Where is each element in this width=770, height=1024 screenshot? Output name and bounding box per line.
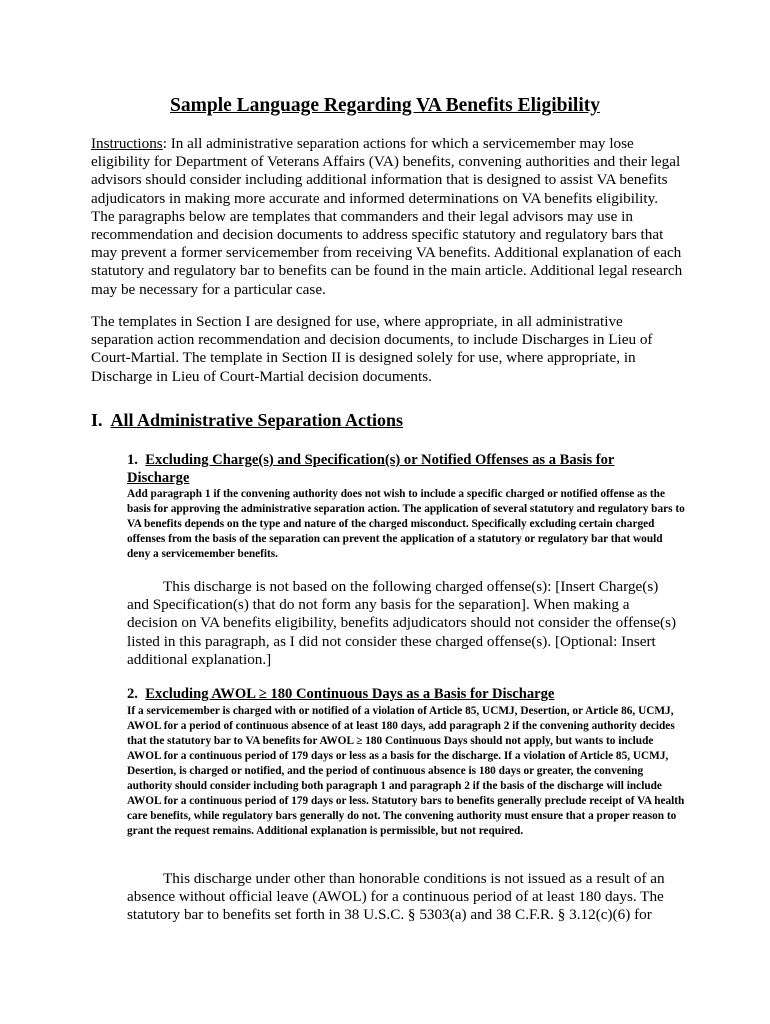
section-1-heading <box>91 409 403 431</box>
item-1-instruction-note: Add paragraph 1 if the convening authority does not wish to include a specific charged or notified offense as the basis for approving the administrative separation action. The application of several statutory and regulatory bars to VA benefits depends on the type and nature of the charged misconduct. Specifically excluding certain charged offenses from the basis of the separation can prevent the application of a statutory or regulatory bar that would deny a servicemember benefits. <box>127 488 685 560</box>
templates-paragraph: The templates in Section I are designed for use, where appropriate, in all administrative separation action recommendation and decision documents, to include Discharges in Lieu of Court-Martial. The template in Section II is designed solely for use, where appropriate, in Discharge in Lieu of Court-Martial decision documents. <box>91 313 653 385</box>
item-2-number: 2. <box>127 686 138 702</box>
section-1-title: All Administrative Separation Actions <box>110 410 404 430</box>
instructions-label: Instructions <box>91 135 163 152</box>
item-2-instruction-note: If a servicemember is charged with or notified of a violation of Article 85, UCMJ, Desertion, or Article 86, UCMJ, AWOL for a period of continuous absence of at least 180 days, add paragraph 2 if the convening authority decides that the statutory bar to VA benefits for AWOL ≥ 180 Continuous Days should not apply, but wants to include AWOL for a continuous period of 179 days or less as a basis for the discharge. If a violation of Article 85, UCMJ, Desertion, is charged or notified, and the period of continuous absence is 180 days or greater, the convening authority should consider including both paragraph 1 and paragraph 2 if the basis of the discharge will include AWOL for a continuous period of 179 days or less. Statutory bars to benefits generally preclude receipt of VA health care benefits, while regulatory bars generally do not. The convening authority must ensure that a proper reason to grant the request remains. Additional explanation is permissible, but not required. <box>127 705 685 837</box>
item-2-heading <box>127 685 657 703</box>
item-2-template-text: This discharge under other than honorable conditions is not issued as a result of an absence without official leave (AWOL) for a continuous period of at least 180 days. The statutory bar to benefits set forth in 38 U.S.C. § 5303(a) and 38 C.F.R. § 3.12(c)(6) for <box>127 870 665 924</box>
item-1-number: 1. <box>127 452 138 468</box>
item-1-heading <box>127 451 657 487</box>
item-1-template-text: This discharge is not based on the following charged offense(s): [Insert Charge(s) and Specification(s) that do not form any basis for the separation]. When making a decision on VA benefits eligibility, benefits adjudicators should not consider the offense(s) listed in this paragraph, as I did not consider these charged offense(s). [Optional: Insert additional explanation.] <box>127 578 677 668</box>
document-title: Sample Language Regarding VA Benefits Eligibility <box>170 95 600 116</box>
item-2-title: Excluding AWOL ≥ 180 Continuous Days as a Basis for Discharge <box>145 686 555 702</box>
instructions-text: : In all administrative separation actions for which a servicemember may lose eligibility for Department of Veterans Affairs (VA) benefits, convening authorities and their legal advisors should consider including additional information that is designed to assist VA benefits adjudicators in making more accurate and informed determinations on VA benefits eligibility. The paragraphs below are templates that commanders and their legal advisors may use in recommendation and decision documents to address specific statutory and regulatory bars that may prevent a former servicemember from receiving VA benefits. Additional explanation of each statutory and regulatory bar to benefits can be found in the main article. Additional legal research may be necessary for a particular case. <box>91 135 683 298</box>
section-1-number: I. <box>91 410 103 430</box>
instructions-paragraph <box>91 135 683 299</box>
item-1-title: Excluding Charge(s) and Specification(s) or Notified Offenses as a Basis for Discharge <box>127 452 615 486</box>
